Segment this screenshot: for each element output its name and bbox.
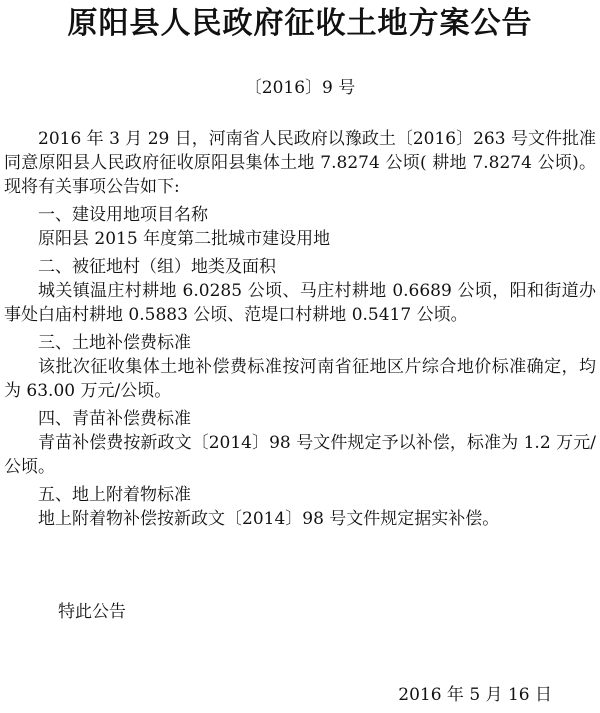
section-content-attachment-standard: 地上附着物补偿按新政文〔2014〕98 号文件规定据实补偿。 xyxy=(38,509,500,529)
document-title: 原阳县人民政府征收土地方案公告 xyxy=(67,6,533,41)
section-content-project-name: 原阳县 2015 年度第二批城市建设用地 xyxy=(38,229,331,249)
section-content-crop-compensation: 青苗补偿费按新政文〔2014〕98 号文件规定予以补偿，标准为 1.2 万元/公顷。 xyxy=(4,433,596,477)
section-heading-land-area: 二、被征地村（组）地类及面积 xyxy=(38,257,276,277)
intro-paragraph: 2016 年 3 月 29 日，河南省人民政府以豫政土〔2016〕263 号文件批准同意原阳县人民政府征收原阳县集体土地 7.8274 公顷( 耕地 7.8274 公顷)。现将有关事项公告如下: xyxy=(4,129,596,197)
section-heading-land-compensation: 三、土地补偿费标准 xyxy=(38,333,191,353)
closing-statement: 特此公告 xyxy=(58,602,126,622)
section-heading-project-name: 一、建设用地项目名称 xyxy=(38,205,208,225)
section-heading-crop-compensation: 四、青苗补偿费标准 xyxy=(38,409,191,429)
document-number: 〔2016〕9 号 xyxy=(244,78,356,98)
document-body xyxy=(4,127,596,531)
section-content-land-compensation: 该批次征收集体土地补偿费标准按河南省征地区片综合地价标准确定，均为 63.00 万元/公顷。 xyxy=(4,357,596,401)
document-date: 2016 年 5 月 16 日 xyxy=(398,685,552,705)
section-heading-attachment-standard: 五、地上附着物标准 xyxy=(38,485,191,505)
section-content-land-area: 城关镇温庄村耕地 6.0285 公顷、马庄村耕地 0.6689 公顷，阳和街道办事处白庙村耕地 0.5883 公顷、范堤口村耕地 0.5417 公顷。 xyxy=(4,281,596,325)
